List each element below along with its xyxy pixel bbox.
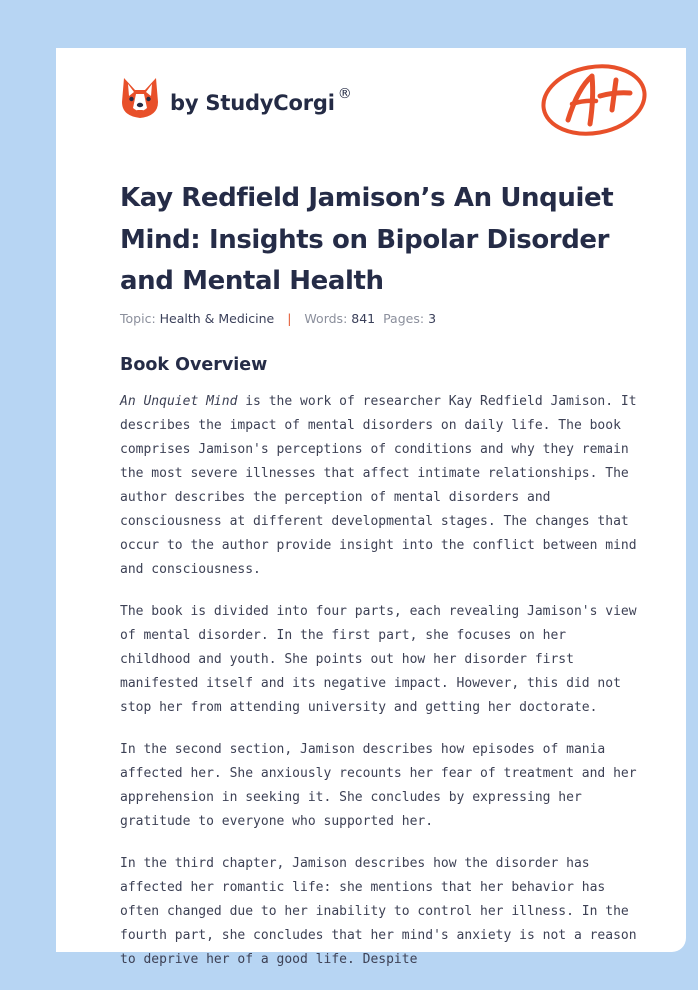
pages-label: Pages: xyxy=(383,311,425,326)
words-value: 841 xyxy=(351,311,376,326)
section-heading: Book Overview xyxy=(120,355,268,375)
a-plus-grade-icon xyxy=(538,58,650,146)
pages-value: 3 xyxy=(428,311,437,326)
topic-value[interactable]: Health & Medicine xyxy=(159,311,275,326)
meta-separator: | xyxy=(287,311,292,326)
topic-label: Topic: xyxy=(120,311,156,326)
studycorgi-logo[interactable] xyxy=(120,76,352,120)
words-label: Words: xyxy=(304,311,348,326)
header xyxy=(120,74,660,144)
brand-name: by StudyCorgi ® xyxy=(170,85,352,115)
corgi-icon xyxy=(120,76,160,120)
document-body xyxy=(120,390,640,990)
document-title: Kay Redfield Jamison’s An Unquiet Mind: Insights on Bipolar Disorder and Mental Health xyxy=(120,183,614,296)
book-title-italic: An Unquiet Mind xyxy=(120,394,238,409)
document-meta xyxy=(120,311,436,326)
paragraph: The book is divided into four parts, each revealing Jamison's view of mental disorder. In the first part, she focuses on her childhood and youth. She points out how her disorder first manifested itself and its negative impact. However, this did not stop her from attending university and getting her doctorate. xyxy=(120,604,637,715)
document-page xyxy=(56,48,686,967)
paragraph xyxy=(120,390,640,582)
paragraph: In the third chapter, Jamison describes how the disorder has affected her romantic life: she mentions that her behavior has often changed due to her inability to control her illness. In the fourth part, she concludes that her mind's anxiety is not a reason to deprive her of a good life. Despite xyxy=(120,856,637,967)
paragraph-text: is the work of researcher Kay Redfield Jamison. It describes the impact of mental disorders on daily life. The book comprises Jamison's perceptions of conditions and why they remain the most severe illnesses that affect intimate relationships. The author describes the perception of mental disorders and consciousness at different developmental stages. The changes that occur to the author provide insight into the conflict between mind and consciousness. xyxy=(120,394,637,577)
paragraph: In the second section, Jamison describes how episodes of mania affected her. She anxiously recounts her fear of treatment and her apprehension in seeking it. She concludes by expressing her gratitude to everyone who supported her. xyxy=(120,742,637,829)
